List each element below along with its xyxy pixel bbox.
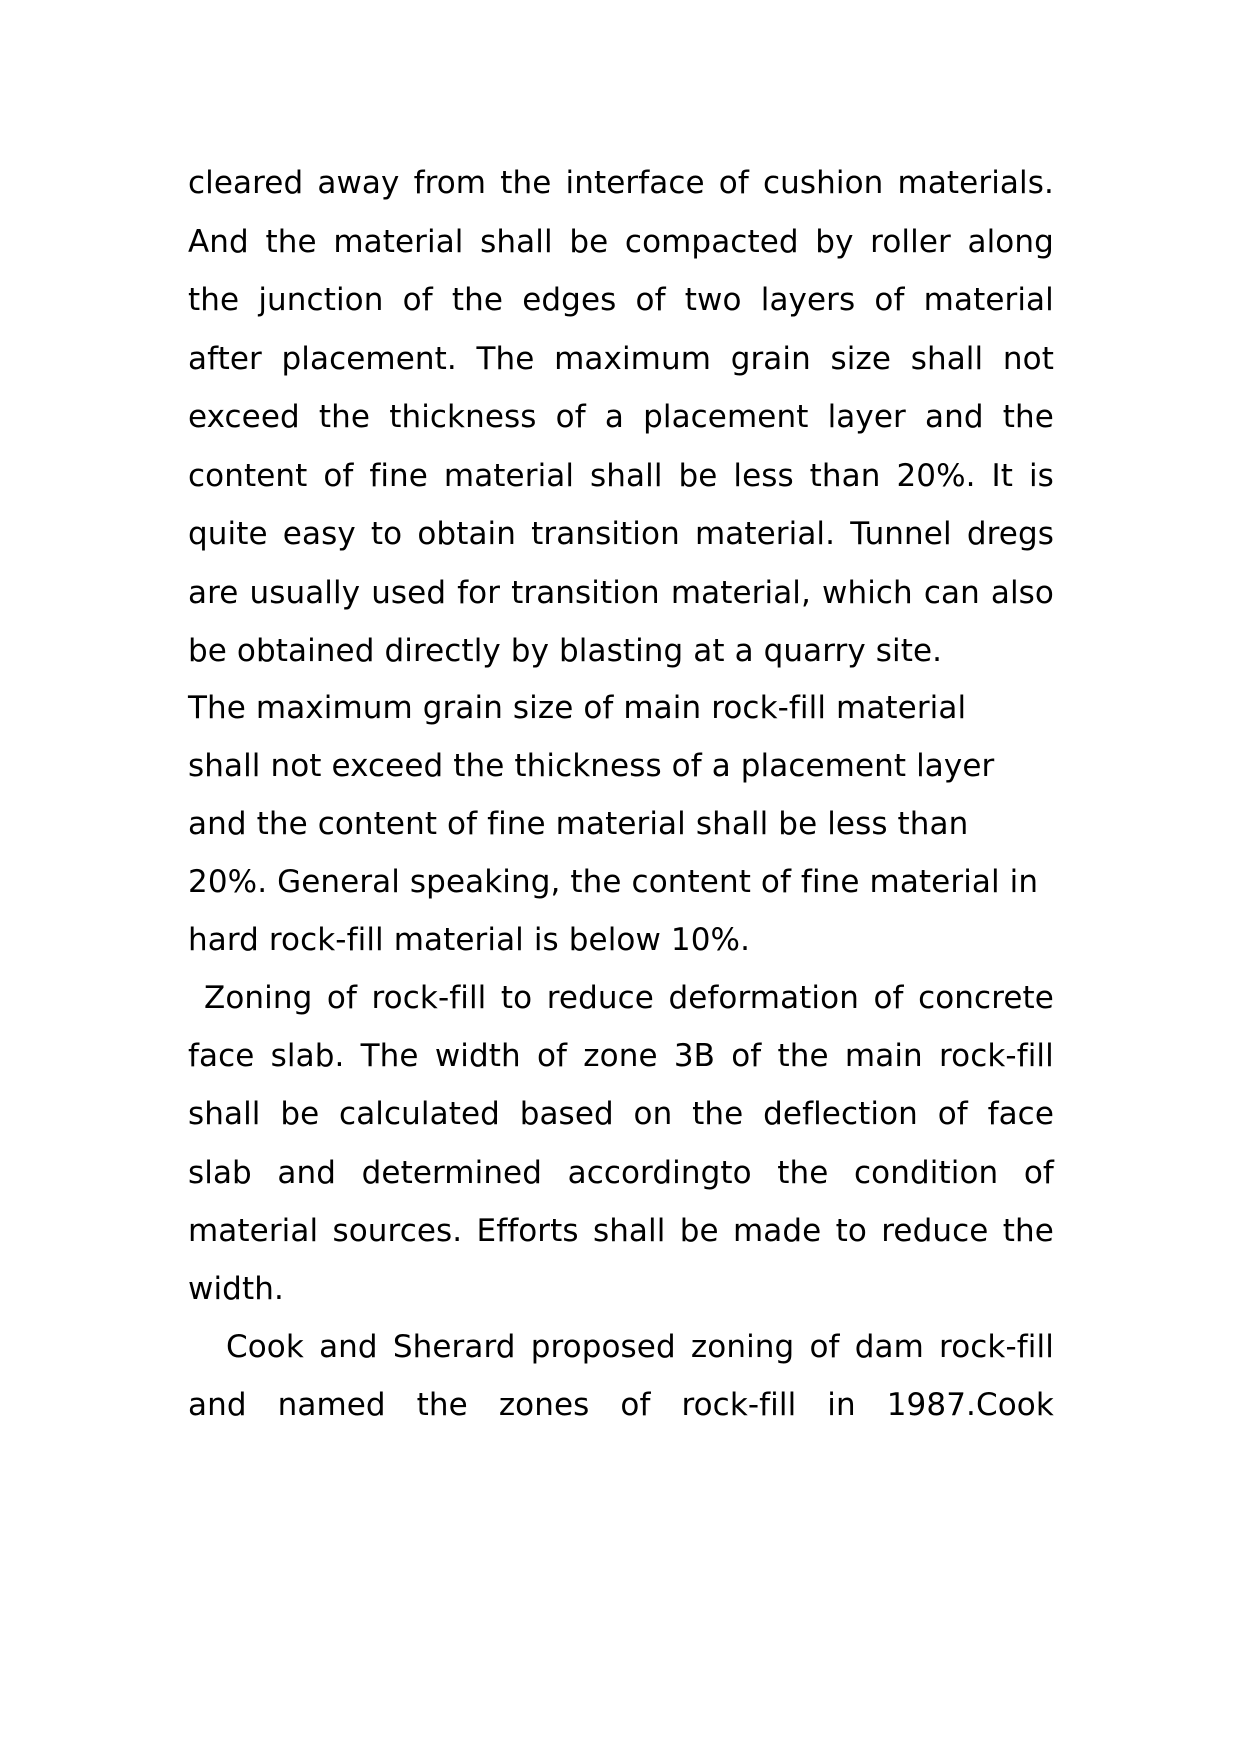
text-line (188, 514, 1054, 554)
word: are (188, 575, 239, 611)
word: Zoning (204, 980, 313, 1016)
word: along (967, 224, 1054, 260)
word: shall (480, 224, 553, 260)
word: rock-fill (681, 1387, 797, 1423)
text-line (188, 1153, 1054, 1193)
word: material (443, 458, 575, 494)
word: can (923, 575, 980, 611)
text-line: The maximum grain size of main rock-fill material (188, 690, 967, 726)
word: deflection (763, 1096, 918, 1132)
word: material. (694, 516, 836, 552)
text-line: hard rock-fill material is below 10%. (188, 922, 751, 958)
word: the (188, 282, 240, 318)
text-line (188, 573, 1054, 613)
word: the (1002, 399, 1054, 435)
word: after (188, 341, 262, 377)
word: width (434, 1038, 521, 1074)
word: the (451, 282, 504, 318)
text-line (188, 1211, 1054, 1251)
word: transition (531, 516, 680, 552)
word: the (416, 1387, 468, 1423)
word: the (692, 1096, 744, 1132)
text-line (188, 339, 1054, 379)
word: of (402, 282, 433, 318)
word: is (1028, 458, 1054, 494)
word: main (844, 1038, 923, 1074)
word: than (809, 458, 881, 494)
word: of (731, 1038, 762, 1074)
word: accordingto (567, 1155, 752, 1191)
word: condition (854, 1155, 999, 1191)
word: concrete (918, 980, 1054, 1016)
word: to (370, 516, 403, 552)
word: of (718, 165, 749, 201)
word: of (809, 1329, 840, 1365)
word: reduce (546, 980, 654, 1016)
text-line (188, 222, 1054, 262)
word: grain (730, 341, 811, 377)
word: from (413, 165, 487, 201)
word: shall (188, 1096, 261, 1132)
word: shall (592, 1213, 666, 1249)
word: not (1002, 341, 1054, 377)
word: layer (827, 399, 906, 435)
word: placement. (281, 341, 457, 377)
word: of (323, 458, 354, 494)
text-line (188, 280, 1054, 320)
word: proposed (530, 1329, 676, 1365)
word: reduce (881, 1213, 989, 1249)
word: exceed (188, 399, 300, 435)
word: of (635, 282, 666, 318)
word: Tunnel (850, 516, 952, 552)
word: cleared (188, 165, 304, 201)
word: usually (249, 575, 361, 611)
word: dregs (966, 516, 1054, 552)
word: 3B (673, 1038, 716, 1074)
text-line (188, 397, 1054, 437)
word: material, (670, 575, 811, 611)
word: be (679, 1213, 719, 1249)
word: junction (258, 282, 384, 318)
word: rock-fill (371, 980, 487, 1016)
word: rock-fill (939, 1329, 1054, 1365)
word: be (280, 1096, 320, 1132)
word: the (318, 399, 371, 435)
text-line (204, 978, 1054, 1018)
word: layers (760, 282, 856, 318)
word: material (923, 282, 1054, 318)
word: and (319, 1329, 378, 1365)
word: of (1023, 1155, 1054, 1191)
text-line: be obtained directly by blasting at a quarry site. (188, 633, 943, 669)
word: calculated (339, 1096, 500, 1132)
word: Cook (226, 1329, 304, 1365)
word: face (188, 1038, 255, 1074)
word: placement (643, 399, 809, 435)
word: transition (511, 575, 660, 611)
word: be (569, 224, 609, 260)
word: and (188, 1387, 247, 1423)
text-line: shall not exceed the thickness of a placement layer (188, 748, 995, 784)
word: compacted (624, 224, 799, 260)
word: on (633, 1096, 673, 1132)
word: the (500, 165, 552, 201)
word: material (188, 1213, 319, 1249)
word: Efforts (476, 1213, 579, 1249)
word: of (937, 1096, 968, 1132)
word: slab. (270, 1038, 345, 1074)
word: for (457, 575, 501, 611)
word: dam (854, 1329, 924, 1365)
word: of (555, 399, 586, 435)
word: a (604, 399, 624, 435)
word: of (536, 1038, 568, 1074)
text-line: width. (188, 1271, 284, 1307)
word: and (924, 399, 984, 435)
word: the (777, 1038, 829, 1074)
word: And (188, 224, 249, 260)
word: the (777, 1155, 829, 1191)
word: by (815, 224, 854, 260)
word: and (277, 1155, 337, 1191)
word: also (990, 575, 1054, 611)
text-line (188, 163, 1054, 203)
word: quite (188, 516, 268, 552)
word: deformation (668, 980, 859, 1016)
word: which (822, 575, 913, 611)
word: easy (282, 516, 356, 552)
word: to (500, 980, 533, 1016)
word: 1987.Cook (886, 1387, 1054, 1423)
word: The (360, 1038, 419, 1074)
text-line (188, 1036, 1054, 1076)
word: edges (522, 282, 617, 318)
word: less (733, 458, 794, 494)
word: face (987, 1096, 1054, 1132)
text-line (226, 1327, 1054, 1367)
word: obtain (417, 516, 516, 552)
word: material (333, 224, 464, 260)
word: slab (188, 1155, 252, 1191)
word: cushion (763, 165, 884, 201)
word: of (326, 980, 357, 1016)
word: of (874, 282, 905, 318)
text-line (188, 1385, 1054, 1425)
word: away (317, 165, 400, 201)
word: the (1002, 1213, 1054, 1249)
word: content (188, 458, 308, 494)
text-line: 20%. General speaking, the content of fine material in (188, 864, 1039, 900)
word: named (277, 1387, 386, 1423)
word: maximum (554, 341, 712, 377)
word: zoning (690, 1329, 795, 1365)
word: used (371, 575, 447, 611)
word: shall (590, 458, 663, 494)
word: zones (498, 1387, 590, 1423)
word: 20%. (896, 458, 976, 494)
word: based (519, 1096, 614, 1132)
word: materials. (897, 165, 1054, 201)
word: rock-fill (938, 1038, 1054, 1074)
text-line (188, 1094, 1054, 1134)
word: sources. (332, 1213, 463, 1249)
word: made (732, 1213, 822, 1249)
word: two (684, 282, 742, 318)
word: the (265, 224, 317, 260)
word: be (678, 458, 718, 494)
word: of (620, 1387, 651, 1423)
word: of (873, 980, 904, 1016)
word: fine (369, 458, 428, 494)
word: roller (870, 224, 951, 260)
word: Sherard (392, 1329, 516, 1365)
text-line (188, 456, 1054, 496)
word: size (830, 341, 892, 377)
word: shall (910, 341, 984, 377)
word: interface (565, 165, 705, 201)
word: determined (361, 1155, 543, 1191)
word: The (476, 341, 535, 377)
word: It (991, 458, 1014, 494)
word: to (835, 1213, 867, 1249)
word: in (827, 1387, 856, 1423)
text-line: and the content of fine material shall be less than (188, 806, 969, 842)
word: thickness (389, 399, 537, 435)
word: zone (583, 1038, 658, 1074)
